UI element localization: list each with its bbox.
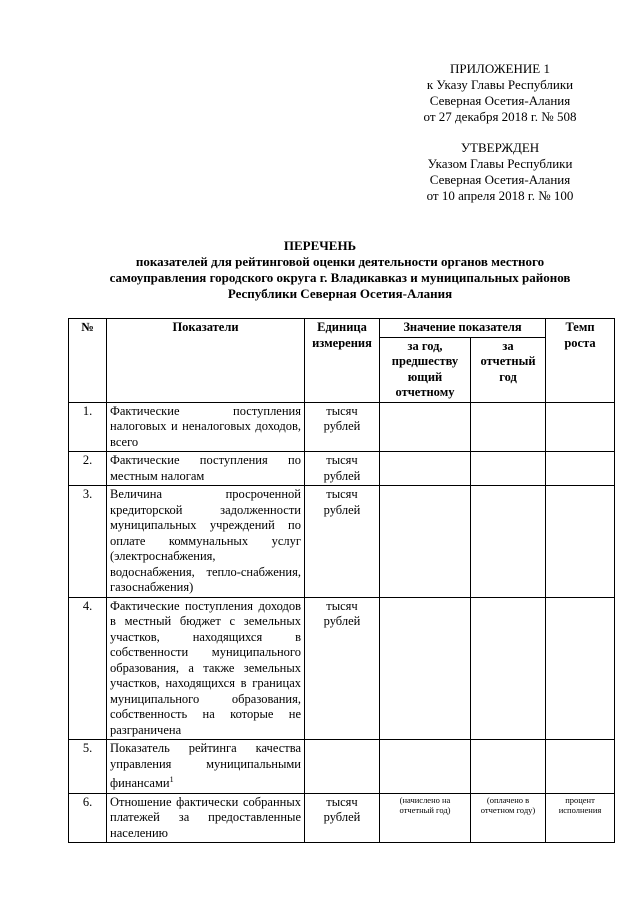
subtitle-line-1: показателей для рейтинговой оценки деятельности органов местного bbox=[135, 254, 545, 269]
appendix-title: ПРИЛОЖЕНИЕ 1 bbox=[450, 61, 550, 76]
appendix-line-2: Северная Осетия-Алания bbox=[429, 93, 571, 108]
row-value-report bbox=[471, 402, 546, 452]
row-unit: тысяч рублей bbox=[305, 597, 380, 740]
row-value-report bbox=[471, 740, 546, 794]
row-value-prev bbox=[380, 740, 471, 794]
row-number: 6. bbox=[69, 793, 107, 843]
row-value-report bbox=[471, 597, 546, 740]
row-unit: тысяч рублей bbox=[305, 486, 380, 598]
row-value-prev: (начислено на отчетный год) bbox=[380, 793, 471, 843]
row-value-prev bbox=[380, 452, 471, 486]
header-unit: Единица измерения bbox=[305, 319, 380, 403]
row-number: 3. bbox=[69, 486, 107, 598]
indicators-table bbox=[68, 318, 615, 843]
table-row bbox=[69, 597, 615, 740]
row-growth bbox=[546, 402, 615, 452]
table-row bbox=[69, 452, 615, 486]
row-growth bbox=[546, 486, 615, 598]
row-value-prev bbox=[380, 597, 471, 740]
row-unit bbox=[305, 740, 380, 794]
row-indicator-text: Показатель рейтинга качества управления муниципальными финансами bbox=[110, 741, 301, 791]
row-unit: тысяч рублей bbox=[305, 452, 380, 486]
approved-line-2: Северная Осетия-Алания bbox=[429, 172, 571, 187]
row-value-report: (оплачено в отчетном году) bbox=[471, 793, 546, 843]
header-year-report: за отчетный год bbox=[471, 337, 546, 402]
header-value: Значение показателя bbox=[380, 319, 546, 338]
appendix-line-1: к Указу Главы Республики bbox=[426, 77, 574, 92]
row-value-report bbox=[471, 452, 546, 486]
header-indicators: Показатели bbox=[107, 319, 305, 403]
row-growth bbox=[546, 597, 615, 740]
appendix-block bbox=[360, 61, 640, 125]
header-number: № bbox=[69, 319, 107, 403]
subtitle-line-2: самоуправления городского округа г. Владикавказ и муниципальных районов bbox=[109, 270, 571, 285]
row-growth: процент исполнения bbox=[546, 793, 615, 843]
row-growth bbox=[546, 452, 615, 486]
row-indicator: Отношение фактически собранных платежей за предоставленные населению bbox=[107, 793, 305, 843]
appendix-line-3: от 27 декабря 2018 г. № 508 bbox=[423, 109, 577, 124]
document-title: ПЕРЕЧЕНЬ bbox=[283, 238, 357, 253]
row-indicator: Фактические поступления доходов в местный бюджет с земельных участков, находящихся в собственности муниципального образования, а также земельных участков, находящихся в границах муниципального образования, собственность на которые не разграничена bbox=[107, 597, 305, 740]
table-row bbox=[69, 486, 615, 598]
row-number: 5. bbox=[69, 740, 107, 794]
row-indicator bbox=[107, 740, 305, 794]
approved-line-3: от 10 апреля 2018 г. № 100 bbox=[426, 188, 574, 203]
row-indicator: Фактические поступления налоговых и неналоговых доходов, всего bbox=[107, 402, 305, 452]
row-number: 2. bbox=[69, 452, 107, 486]
row-value-prev bbox=[380, 402, 471, 452]
approved-line-1: Указом Главы Республики bbox=[427, 156, 573, 171]
row-unit: тысяч рублей bbox=[305, 402, 380, 452]
table-row bbox=[69, 740, 615, 794]
table-row bbox=[69, 793, 615, 843]
row-value-prev bbox=[380, 486, 471, 598]
approved-block bbox=[360, 140, 640, 204]
row-indicator: Величина просроченной кредиторской задолженности муниципальных учреждений по оплате коммунальных услуг (электроснабжения, водоснабжения, тепло-снабжения, газоснабжения) bbox=[107, 486, 305, 598]
row-indicator: Фактические поступления по местным налогам bbox=[107, 452, 305, 486]
row-growth bbox=[546, 740, 615, 794]
approved-title: УТВЕРЖДЕН bbox=[460, 140, 540, 155]
row-value-report bbox=[471, 486, 546, 598]
header-growth: Темп роста bbox=[546, 319, 615, 403]
row-number: 1. bbox=[69, 402, 107, 452]
document-subtitle bbox=[80, 254, 600, 302]
subtitle-line-3: Республики Северная Осетия-Алания bbox=[227, 286, 453, 301]
header-year-prev: за год, предшеству ющий отчетному bbox=[380, 337, 471, 402]
row-number: 4. bbox=[69, 597, 107, 740]
footnote-mark: 1 bbox=[169, 775, 174, 784]
table-row bbox=[69, 402, 615, 452]
row-unit: тысяч рублей bbox=[305, 793, 380, 843]
